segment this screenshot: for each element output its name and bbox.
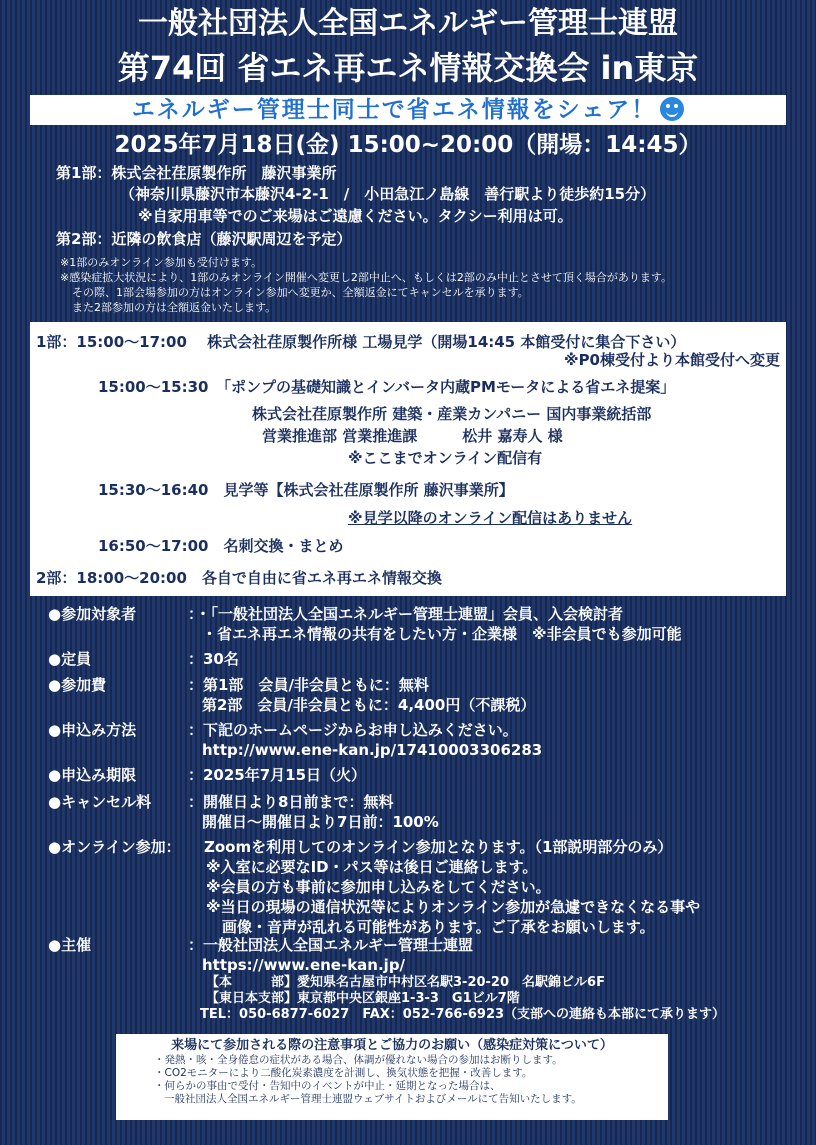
schedule-no-online-note: ※見学以降のオンライン配信はありません xyxy=(348,509,633,527)
online-line-5: 画像・音声が乱れる可能性があります。ご了承をお願いします。 xyxy=(222,918,655,936)
target-line-2: ・省エネ再エネ情報の共有をしたい方・企業様 ※非会員でも参加可能 xyxy=(202,625,682,643)
schedule-speaker-org: 株式会社荏原製作所 建築・産業カンパニー 国内事業統括部 xyxy=(252,405,652,423)
cancel-label: ●キャンセル料 xyxy=(48,793,152,811)
host-east-address: 【東日本支部】東京都中央区銀座1-3-3 G1ビル7階 xyxy=(206,991,520,1006)
event-title: 第74回 省エネ再エネ情報交換会 in東京 xyxy=(117,49,699,87)
fee-label: ●参加費 xyxy=(48,676,107,694)
schedule-part2: 2部：18:00～20:00 各自で自由に省エネ再エネ情報交換 xyxy=(36,569,442,587)
online-value xyxy=(204,837,700,937)
event-date: 2025年7月18日(金) 15:00~20:00（開場：14:45） xyxy=(114,132,702,158)
smiley-icon xyxy=(660,97,684,121)
schedule-part1: 1部：15:00～17:00 株式会社荏原製作所様 工場見学（開場14:45 本館受付に集合下さい） xyxy=(36,333,686,351)
host-name: ：一般社団法人全国エネルギー管理士連盟 xyxy=(188,936,474,954)
tagline-banner xyxy=(30,95,786,125)
fee-value xyxy=(188,675,535,715)
schedule-networking: 16:50～17:00 名刺交換・まとめ xyxy=(98,537,344,555)
apply-url-link[interactable]: http://www.ene-kan.jp/17410003306283 xyxy=(202,741,543,759)
host-url-link[interactable]: https://www.ene-kan.jp/ xyxy=(202,956,406,974)
schedule-box xyxy=(30,322,786,596)
notice-item-3: ・何らかの事由で受付・告知中のイベントが中止・延期となった場合は、 xyxy=(154,1080,501,1092)
tagline-text: エネルギー管理士同士で省エネ情報をシェア！ xyxy=(131,97,657,123)
target-label: ●参加対象者 xyxy=(48,605,137,623)
apply-line-1: ：下記のホームページからお申し込みください。 xyxy=(188,721,518,739)
host-label: ●主催 xyxy=(48,936,92,954)
target-line-1: ：・「一般社団法人全国エネルギー管理士連盟」会員、入会検討者 xyxy=(188,605,624,623)
fee-line-2: 第2部 会員/非会員ともに：4,400円（不課税） xyxy=(202,696,536,714)
schedule-lecture: 15:00～15:30 「ポンプの基礎知識とインバータ内蔵PMモータによる省エネ提案」 xyxy=(98,378,676,396)
cancel-line-1: ：開催日より8日前まで：無料 xyxy=(188,793,394,811)
online-label: ●オンライン参加： xyxy=(48,838,181,856)
cancel-value xyxy=(188,792,439,832)
cancel-line-2: 開催日～開催日より7日前：100% xyxy=(202,813,439,831)
schedule-speaker-name: 営業推進部 営業推進課 松井 嘉寿人 様 xyxy=(262,427,563,445)
apply-value xyxy=(188,720,542,760)
notice-item-2: ・CO2モニターにより二酸化炭素濃度を計測し、換気状態を把握・改善します。 xyxy=(154,1067,533,1079)
venue-note-3: その際、1部会場参加の方はオンライン参加へ変更か、全額返金にてキャンセルを承ります。 xyxy=(72,286,529,299)
capacity-label: ●定員 xyxy=(48,650,92,668)
notice-title: 来場にて参加される際の注意事項とご協力のお願い（感染症対策について） xyxy=(171,1038,613,1053)
schedule-part1-note: ※P0棟受付より本館受付へ変更 xyxy=(563,351,780,369)
host-contact: TEL：050-6877-6027 FAX：052-766-6923（支部への連絡も本部にて承ります） xyxy=(200,1007,726,1022)
schedule-tour: 15:30～16:40 見学等【株式会社荏原製作所 藤沢事業所】 xyxy=(98,481,514,499)
venue-note-4: また2部参加の方は全額返金いたします。 xyxy=(72,301,277,314)
notice-item-4: 一般社団法人全国エネルギー管理士連盟ウェブサイトおよびメールにて告知いたします。 xyxy=(164,1093,582,1105)
online-line-2: ※入室に必要なID・パス等は後日ご連絡します。 xyxy=(206,858,538,876)
notice-item-1: ・発熱・咳・全身倦怠の症状がある場合、体調が優れない場合の参加はお断りします。 xyxy=(154,1054,563,1066)
online-line-1: Zoomを利用してのオンライン参加となります。（1部説明部分のみ） xyxy=(204,838,673,856)
deadline-value: ：2025年7月15日（火） xyxy=(188,766,367,784)
venue-note-2: ※感染症拡大状況により、1部のみオンライン開催へ変更し2部中止へ、もしくは2部のみ中止とさせて頂く場合があります。 xyxy=(60,271,672,284)
online-line-4: ※当日の現場の通信状況等によりオンライン参加が急遽できなくなる事や xyxy=(206,898,701,916)
org-title: 一般社団法人全国エネルギー管理士連盟 xyxy=(138,6,678,41)
venue-part1-address: （神奈川県藤沢市本藤沢4-2-1 / 小田急江ノ島線 善行駅より徒歩約15分） xyxy=(120,185,656,203)
host-value xyxy=(188,935,725,1023)
venue-part1: 第1部：株式会社荏原製作所 藤沢事業所 xyxy=(56,164,337,182)
fee-line-1: ：第1部 会員/非会員ともに：無料 xyxy=(188,676,429,694)
venue-part2: 第2部：近隣の飲食店（藤沢駅周辺を予定） xyxy=(56,230,352,248)
venue-part1-note: ※自家用車等でのご来場はご遠慮ください。タクシー利用は可。 xyxy=(138,207,573,225)
deadline-label: ●申込み期限 xyxy=(48,766,137,784)
online-line-3: ※会員の方も事前に参加申し込みをしてください。 xyxy=(206,878,551,896)
host-hq-address: 【本 部】愛知県名古屋市中村区名駅3-20-20 名駅錦ビル6F xyxy=(206,975,605,990)
target-value xyxy=(188,604,682,644)
notice-box xyxy=(116,1034,668,1120)
apply-label: ●申込み方法 xyxy=(48,721,137,739)
schedule-online-note: ※ここまでオンライン配信有 xyxy=(348,449,543,467)
capacity-value: ：30名 xyxy=(188,650,239,668)
venue-note-1: ※1部のみオンライン参加も受付けます。 xyxy=(60,256,263,269)
